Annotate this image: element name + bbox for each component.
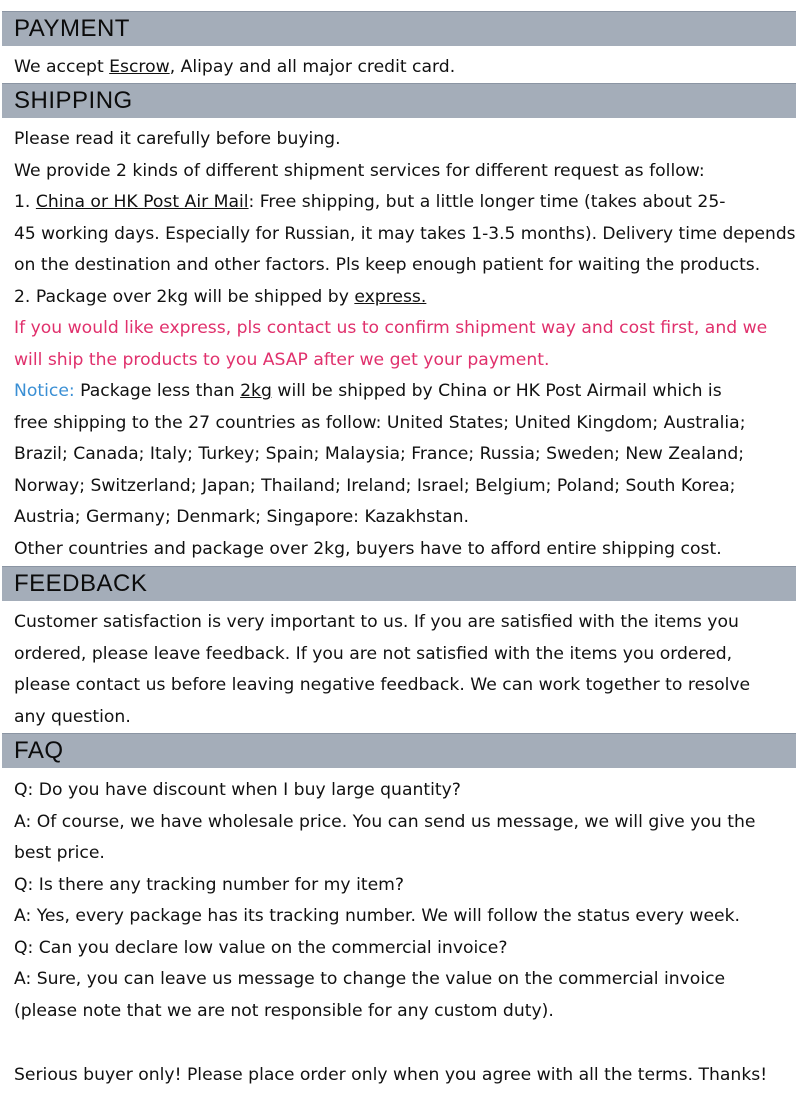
notice-label: Notice:: [14, 381, 75, 401]
express-note-line2: will ship the products to you ASAP after we get your payment.: [14, 350, 550, 370]
shipping-provide: We provide 2 kinds of different shipment services for different request as follow:: [14, 161, 705, 181]
shipping-intro: Please read it carefully before buying.: [14, 129, 341, 149]
escrow-link[interactable]: Escrow: [109, 57, 170, 77]
closing-note: Serious buyer only! Please place order only when you agree with all the terms. Thanks!: [14, 1065, 768, 1085]
notice-line: Notice: Package less than 2kg will be shipped by China or HK Post Airmail which is: [14, 381, 722, 401]
express-link[interactable]: express.: [354, 287, 427, 307]
countries-line2: Brazil; Canada; Italy; Turkey; Spain; Malaysia; France; Russia; Sweden; New Zealand;: [14, 444, 745, 464]
countries-line3: Norway; Switzerland; Japan; Thailand; Ireland; Israel; Belgium; Poland; South Korea;: [14, 476, 736, 496]
faq-q1: Q: Do you have discount when I buy large quantity?: [14, 780, 461, 800]
faq-q2: Q: Is there any tracking number for my item?: [14, 875, 405, 895]
shipping-item1-line3: on the destination and other factors. Pls keep enough patient for waiting the products.: [14, 255, 761, 275]
countries-line4: Austria; Germany; Denmark; Singapore: Kazakhstan.: [14, 507, 469, 527]
payment-header: [2, 11, 796, 46]
express-note-line1: If you would like express, pls contact us to confirm shipment way and cost first, and we: [14, 318, 768, 338]
feedback-line4: any question.: [14, 707, 131, 727]
post-air-mail-link[interactable]: China or HK Post Air Mail: [35, 192, 249, 212]
shipping-item1-line2: 45 working days. Especially for Russian, it may takes 1-3.5 months). Delivery time depends: [14, 224, 796, 244]
feedback-line3: please contact us before leaving negative feedback. We can work together to resolve: [14, 675, 751, 695]
2kg-link[interactable]: 2kg: [240, 381, 272, 401]
faq-a2: A: Yes, every package has its tracking number. We will follow the status every week.: [14, 906, 741, 926]
payment-text: We accept Escrow, Alipay and all major credit card.: [14, 57, 456, 77]
faq-a3-line1: A: Sure, you can leave us message to change the value on the commercial invoice: [14, 969, 726, 989]
shipping-item2: 2. Package over 2kg will be shipped by express.: [14, 287, 427, 307]
shipping-title: SHIPPING: [14, 87, 133, 114]
faq-a3-line2: (please note that we are not responsible for any custom duty).: [14, 1001, 554, 1021]
feedback-header: [2, 566, 796, 601]
countries-line1: free shipping to the 27 countries as follow: United States; United Kingdom; Australia;: [14, 413, 746, 433]
faq-q3: Q: Can you declare low value on the commercial invoice?: [14, 938, 508, 958]
shipping-header: [2, 83, 796, 118]
faq-a1-line1: A: Of course, we have wholesale price. You can send us message, we will give you the: [14, 812, 756, 832]
faq-header: [2, 733, 796, 768]
feedback-title: FEEDBACK: [14, 570, 148, 597]
payment-title: PAYMENT: [14, 15, 130, 42]
faq-a1-line2: best price.: [14, 843, 105, 863]
feedback-line2: ordered, please leave feedback. If you are not satisfied with the items you ordered,: [14, 644, 733, 664]
feedback-line1: Customer satisfaction is very important to us. If you are satisfied with the items you: [14, 612, 739, 632]
shipping-item1: 1. China or HK Post Air Mail: Free shipping, but a little longer time (takes about 25-: [14, 192, 726, 212]
faq-title: FAQ: [14, 737, 64, 764]
shipping-other: Other countries and package over 2kg, buyers have to afford entire shipping cost.: [14, 539, 722, 559]
